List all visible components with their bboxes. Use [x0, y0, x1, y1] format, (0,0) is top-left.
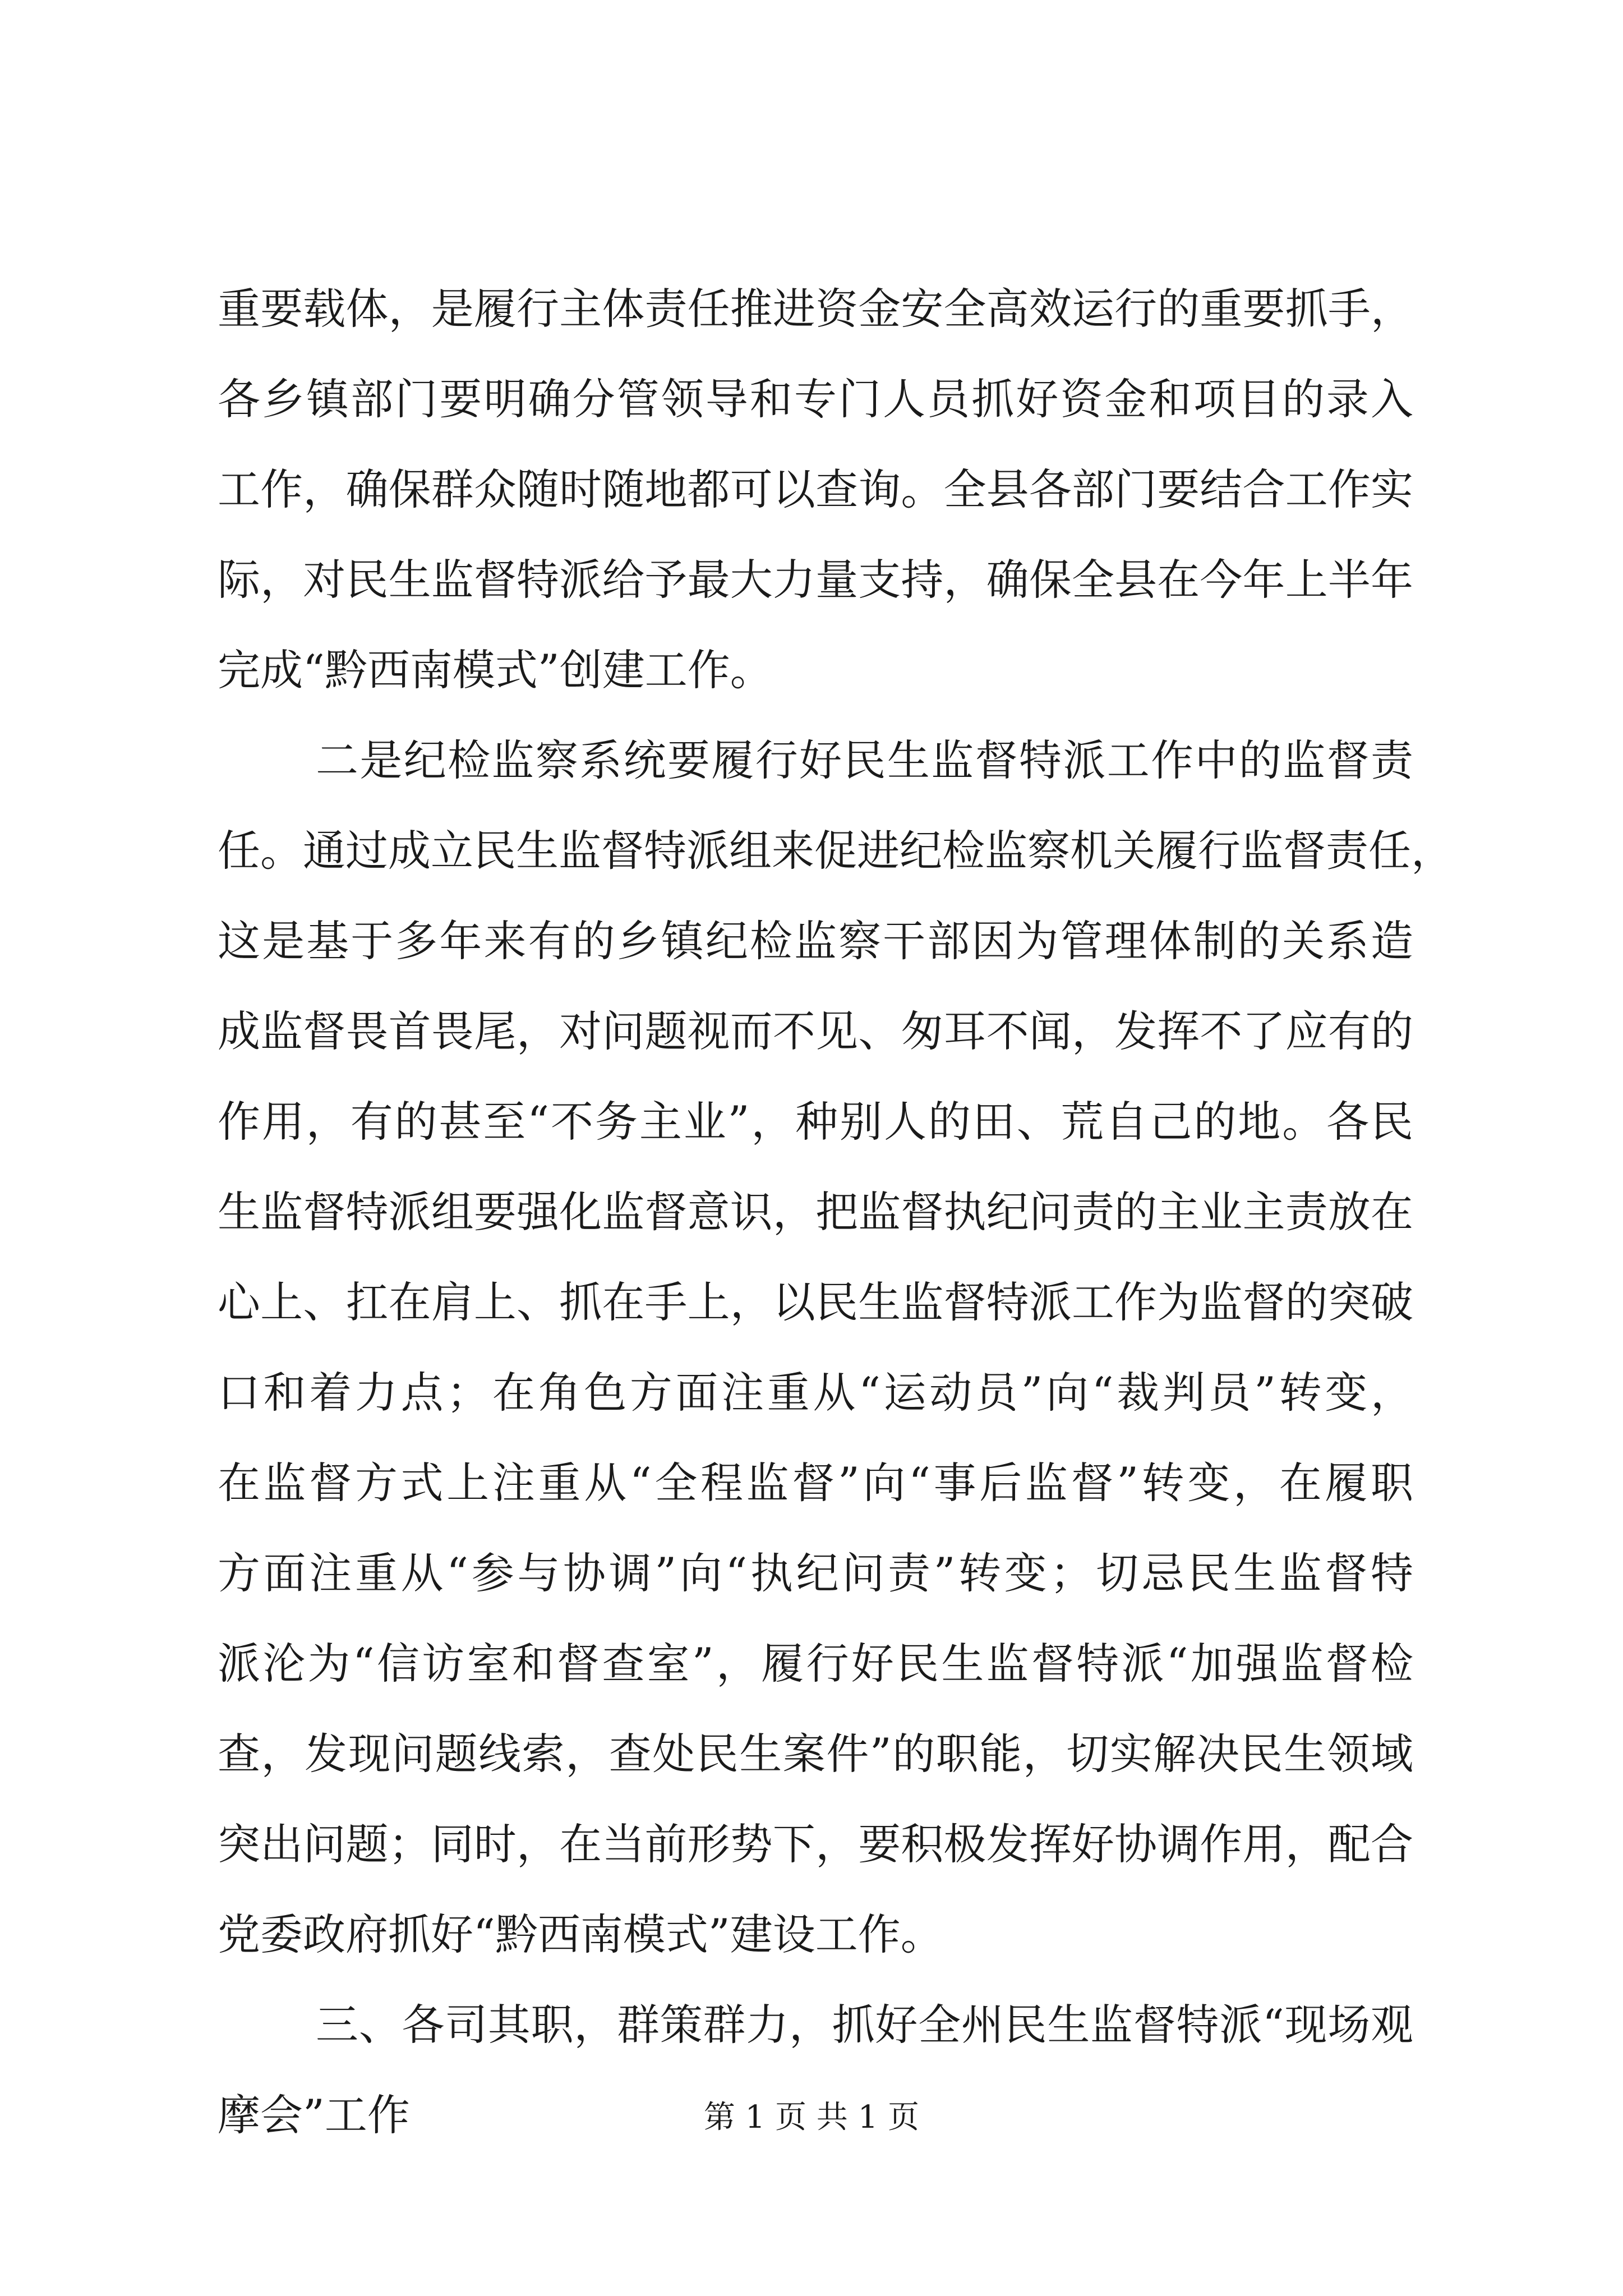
text-line: 在监督方式上注重从“全程监督”向“事后监督”转变，在履职 [218, 1458, 1413, 1508]
text-line: 二是纪检监察系统要履行好民生监督特派工作中的监督责 [316, 735, 1413, 785]
text-line: 派沦为“信访室和督查室”，履行好民生监督特派“加强监督检 [218, 1639, 1413, 1688]
text-line: 口和着力点；在角色方面注重从“运动员”向“裁判员”转变， [218, 1368, 1413, 1418]
document-body [218, 264, 1454, 2160]
text-line: 生监督特派组要强化监督意识，把监督执纪问责的主业主责放在 [218, 1187, 1413, 1237]
text-line: 摩会”工作 [218, 2090, 410, 2140]
text-line: 各乡镇部门要明确分管领导和专门人员抓好资金和项目的录入 [218, 374, 1413, 424]
text-line: 心上、扛在肩上、抓在手上，以民生监督特派工作为监督的突破 [218, 1277, 1413, 1327]
text-line: 方面注重从“参与协调”向“执纪问责”转变；切忌民生监督特 [218, 1548, 1413, 1598]
page-footer: 第 1 页 共 1 页 [703, 2099, 920, 2136]
text-line: 这是基于多年来有的乡镇纪检监察干部因为管理体制的关系造 [218, 916, 1413, 966]
text-line: 党委政府抓好“黔西南模式”建设工作。 [218, 1910, 943, 1959]
text-line: 际，对民生监督特派给予最大力量支持，确保全县在今年上半年 [218, 555, 1413, 605]
text-line: 查，发现问题线索，查处民生案件”的职能，切实解决民生领域 [218, 1729, 1413, 1779]
text-line: 任。通过成立民生监督特派组来促进纪检监察机关履行监督责任， [218, 826, 1454, 876]
text-line: 成监督畏首畏尾，对问题视而不见、匆耳不闻，发挥不了应有的 [218, 1006, 1413, 1056]
text-line: 作用，有的甚至“不务主业”，种别人的田、荒自己的地。各民 [218, 1097, 1413, 1147]
text-line: 重要载体，是履行主体责任推进资金安全高效运行的重要抓手， [218, 284, 1413, 334]
text-line: 工作，确保群众随时随地都可以查询。全县各部门要结合工作实 [218, 464, 1413, 514]
text-line: 三、各司其职，群策群力，抓好全州民生监督特派“现场观 [316, 2000, 1413, 2050]
text-line: 完成“黔西南模式”创建工作。 [218, 645, 773, 695]
text-line: 突出问题；同时，在当前形势下，要积极发挥好协调作用，配合 [218, 1819, 1413, 1869]
